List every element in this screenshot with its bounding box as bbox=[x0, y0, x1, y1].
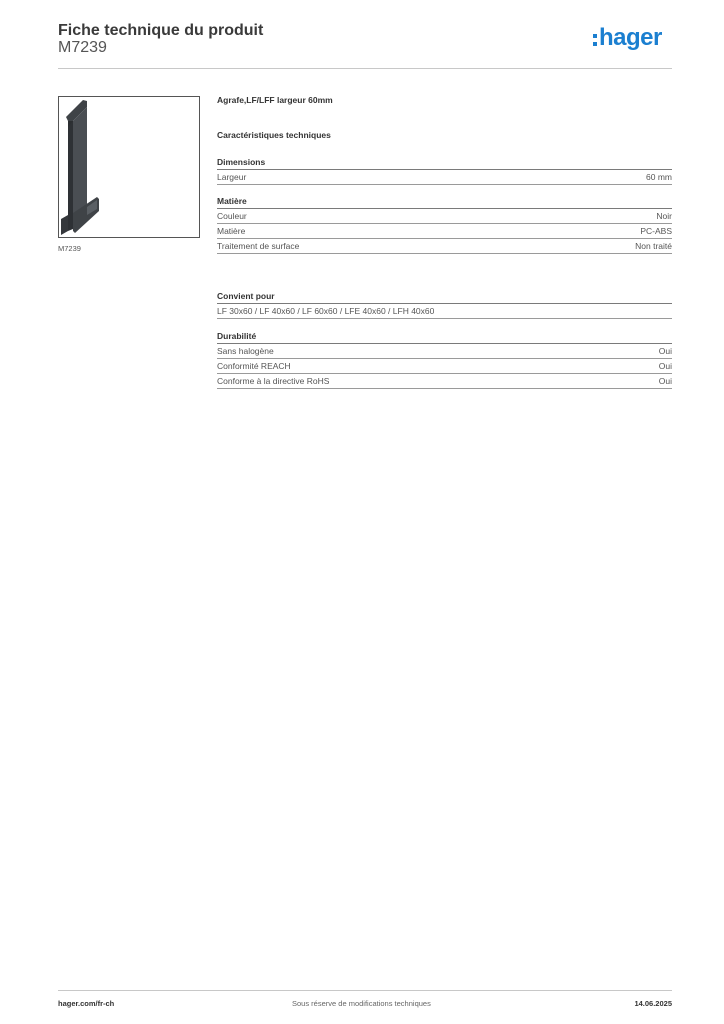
product-code: M7239 bbox=[58, 39, 107, 56]
section-dimensions bbox=[217, 156, 672, 185]
page-title: Fiche technique du produit bbox=[58, 22, 264, 39]
spec-value: Non traité bbox=[635, 241, 672, 251]
spec-row bbox=[217, 344, 672, 359]
hager-logo bbox=[593, 26, 675, 56]
image-caption: M7239 bbox=[58, 244, 81, 253]
spec-row bbox=[217, 374, 672, 389]
spec-value: Oui bbox=[658, 376, 672, 386]
footer-date: 14.06.2025 bbox=[634, 999, 672, 1008]
clip-product-icon bbox=[59, 97, 199, 237]
spec-row bbox=[217, 359, 672, 374]
header-divider bbox=[58, 68, 672, 69]
spec-row bbox=[217, 170, 672, 185]
spec-row bbox=[217, 209, 672, 224]
spec-label: LF 30x60 / LF 40x60 / LF 60x60 / LFE 40x60 / LFH 40x60 bbox=[217, 306, 435, 316]
spec-label: Largeur bbox=[217, 172, 247, 182]
spec-row bbox=[217, 224, 672, 239]
section-title: Matière bbox=[217, 195, 672, 209]
section-matiere bbox=[217, 195, 672, 254]
section-convient bbox=[217, 290, 672, 319]
spec-row bbox=[217, 239, 672, 254]
spec-value: PC-ABS bbox=[640, 226, 672, 236]
section-title: Dimensions bbox=[217, 156, 672, 170]
spec-title: Caractéristiques techniques bbox=[217, 130, 331, 140]
spec-value: Oui bbox=[658, 361, 672, 371]
spec-label: Matière bbox=[217, 226, 246, 236]
section-title: Durabilité bbox=[217, 330, 672, 344]
footer-divider bbox=[58, 990, 672, 991]
spec-value: 60 mm bbox=[646, 172, 672, 182]
spec-value: Noir bbox=[656, 211, 672, 221]
spec-row bbox=[217, 304, 672, 319]
section-durabilite bbox=[217, 330, 672, 389]
logo-dots-icon bbox=[593, 34, 597, 50]
spec-label: Couleur bbox=[217, 211, 247, 221]
spec-label: Traitement de surface bbox=[217, 241, 300, 251]
spec-label: Conforme à la directive RoHS bbox=[217, 376, 330, 386]
section-title: Convient pour bbox=[217, 290, 672, 304]
product-image bbox=[58, 96, 200, 238]
spec-label: Conformité REACH bbox=[217, 361, 291, 371]
logo-wordmark: hager bbox=[599, 24, 662, 51]
product-name: Agrafe,LF/LFF largeur 60mm bbox=[217, 95, 333, 105]
spec-label: Sans halogène bbox=[217, 346, 274, 356]
footer-website-link[interactable]: hager.com/fr-ch bbox=[58, 999, 115, 1008]
footer-disclaimer: Sous réserve de modifications techniques bbox=[292, 999, 431, 1008]
spec-value: Oui bbox=[658, 346, 672, 356]
